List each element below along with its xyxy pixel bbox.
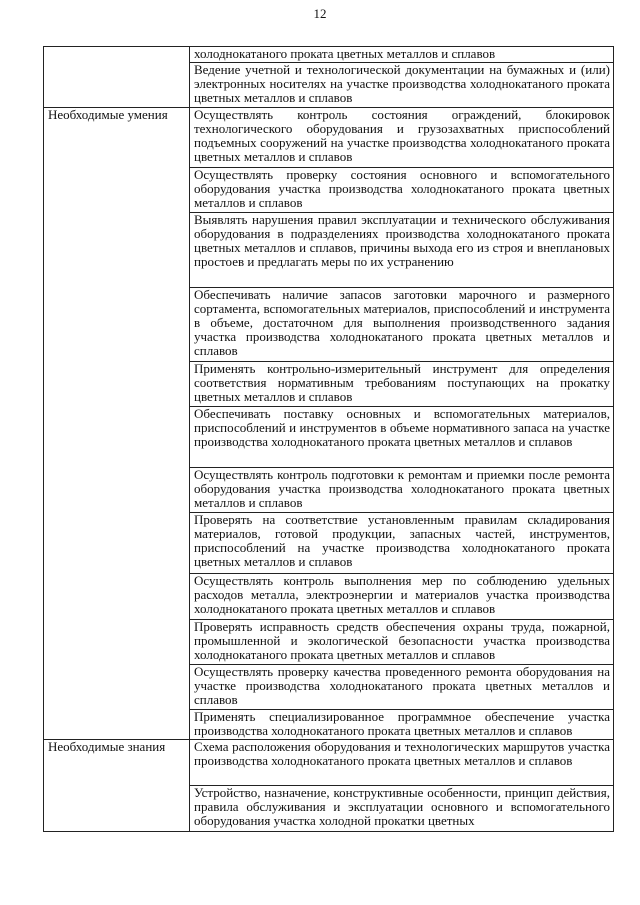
table-cell: Проверять исправность средств обеспечения охраны труда, пожарной, промышленной и экологической безопасности участка производства холоднокатаного проката цветных металлов и сплавов: [190, 620, 614, 665]
table-cell: Проверять на соответствие установленным правилам складирования материалов, готовой продукции, запасных частей, инструментов, приспособлений на участке производства холоднокатаного проката цветных металлов и сплавов: [190, 513, 614, 574]
table-cell: холоднокатаного проката цветных металлов и сплавов: [190, 47, 614, 63]
table-cell: Ведение учетной и технологической документации на бумажных и (или) электронных носителях на участке производства холоднокатаного проката цветных металлов и сплавов: [190, 63, 614, 108]
table-row: [44, 47, 614, 63]
table-cell: Обеспечивать поставку основных и вспомогательных материалов, приспособлений и инструментов в объеме нормативного запаса на участке производства холоднокатаного проката цветных металлов и сплавов: [190, 407, 614, 468]
table-cell: Осуществлять контроль выполнения мер по соблюдению удельных расходов металла, электроэнергии и материалов участка производства холоднокатаного проката цветных металлов и сплавов: [190, 574, 614, 620]
table-cell: Осуществлять контроль состояния ограждений, блокировок технологического оборудования и грузозахватных приспособлений подъемных сооружений на участке производства холоднокатаного проката цветных металлов и сплавов: [190, 108, 614, 168]
table-cell: Схема расположения оборудования и технологических маршрутов участка производства холоднокатаного проката цветных металлов и сплавов: [190, 740, 614, 786]
table-cell: Выявлять нарушения правил эксплуатации и технического обслуживания оборудования в подразделениях производства холоднокатаного проката цветных металлов и сплавов, причины выхода его из строя и внеплановых простоев и предлагать меры по их устранению: [190, 213, 614, 288]
table-cell: Осуществлять проверку качества проведенного ремонта оборудования на участке производства холоднокатаного проката цветных металлов и сплавов: [190, 665, 614, 710]
table-row: [44, 740, 614, 786]
section-label-skills: Необходимые умения: [44, 108, 190, 740]
table-cell: Устройство, назначение, конструктивные особенности, принцип действия, правила обслуживания и эксплуатации основного и вспомогательного оборудования участка холодной прокатки цветных: [190, 786, 614, 832]
table-row: [44, 108, 614, 168]
table-cell: Обеспечивать наличие запасов заготовки марочного и размерного сортамента, вспомогательных материалов, приспособлений и инструмента в объеме, достаточном для выполнения производственного задания участка производства холоднокатаного проката цветных металлов и сплавов: [190, 288, 614, 362]
table-cell: Осуществлять контроль подготовки к ремонтам и приемки после ремонта оборудования участка производства холоднокатаного проката цветных металлов и сплавов: [190, 468, 614, 513]
section-label-cell: [44, 47, 190, 108]
competency-table: [43, 46, 614, 832]
page-number: 12: [313, 6, 327, 21]
section-label-knowledge: Необходимые знания: [44, 740, 190, 832]
table-cell: Применять контрольно-измерительный инструмент для определения соответствия нормативным требованиям поступающих на прокатку цветных металлов и сплавов: [190, 362, 614, 407]
table-cell: Применять специализированное программное обеспечение участка производства холоднокатаного проката цветных металлов и сплавов: [190, 710, 614, 740]
table-cell: Осуществлять проверку состояния основного и вспомогательного оборудования участка производства холоднокатаного проката цветных металлов и сплавов: [190, 168, 614, 213]
